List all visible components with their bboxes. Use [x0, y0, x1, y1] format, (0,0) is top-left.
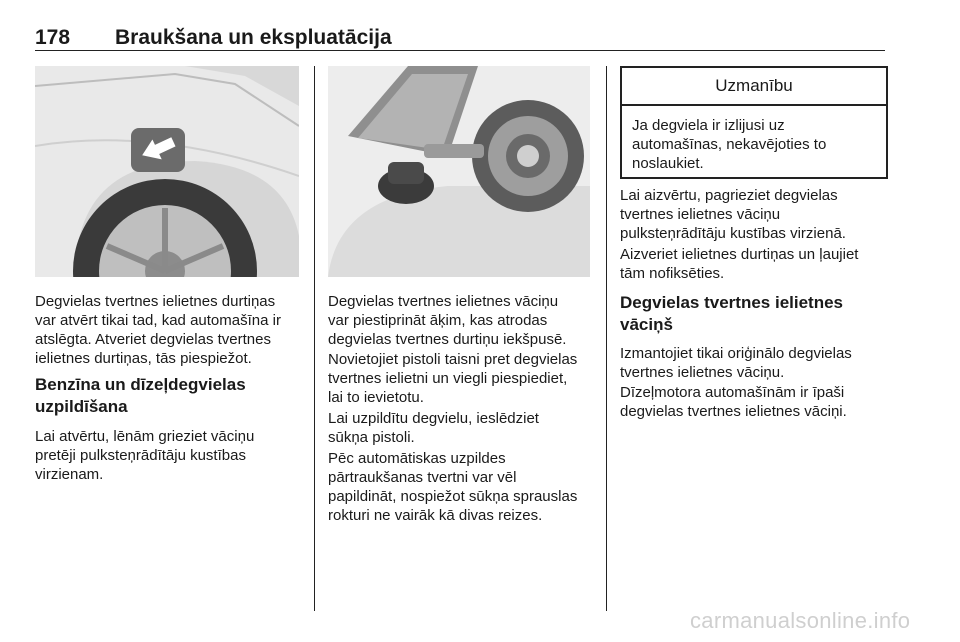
- paragraph-diesel-cap: Dīzeļmotora automašīnām ir īpaši degvielas tvertnes ielietnes vāciņi.: [620, 384, 847, 420]
- subheading-fuel-cap: Degvielas tvertnes ielietnes vāciņš: [620, 293, 844, 334]
- fuel-cap-illustration: [328, 66, 590, 277]
- paragraph-close-cap: Lai aizvērtu, pagrieziet degvielas tvertnes ielietnes vāciņu pulksteņrādītāju kustības virzienā.: [620, 187, 846, 242]
- fuel-door-car-illustration: [35, 66, 299, 277]
- caption-fuel-door: Degvielas tvertnes ielietnes durtiņas var atvērt tikai tad, kad automašīna ir atslēgta. Atveriet degvielas tvertnes ielietnes durtiņas, tās piespiežot.: [35, 293, 281, 367]
- warning-text: Ja degviela ir izlijusi uz automašīnas, nekavējoties to noslaukiet.: [632, 117, 827, 172]
- warning-callout: [620, 66, 888, 179]
- paragraph-start-pump: Lai uzpildītu degvielu, ieslēdziet sūkņa pistoli.: [328, 410, 539, 446]
- column-divider-2: [606, 66, 607, 611]
- page-number: 178: [35, 26, 71, 49]
- warning-title: Uzmanību: [622, 68, 886, 106]
- header-rule: [35, 50, 885, 51]
- paragraph-insert-nozzle: Novietojiet pistoli taisni pret degvielas tvertnes ielietni un viegli piespiediet, lai to ievietotu.: [328, 351, 578, 406]
- page-header: [35, 18, 885, 52]
- paragraph-top-up: Pēc automātiskas uzpildes pārtraukšanas tvertni var vēl papildināt, nospiežot sūkņa sprauslas rokturi ne vairāk kā divas reizes.: [328, 450, 578, 524]
- column-divider-1: [314, 66, 315, 611]
- caption-fuel-cap: Degvielas tvertnes ielietnes vāciņu var piestiprināt āķim, kas atrodas degvielas tvertnes durtiņu iekšpusē.: [328, 293, 567, 348]
- watermark: carmanualsonline.info: [690, 608, 911, 633]
- chapter-title: Braukšana un ekspluatācija: [115, 26, 392, 49]
- paragraph-original-cap: Izmantojiet tikai oriģinālo degvielas tvertnes ielietnes vāciņu.: [620, 345, 852, 381]
- paragraph-close-door: Aizveriet ielietnes durtiņas un ļaujiet tām nofiksēties.: [620, 246, 859, 282]
- paragraph-open-cap: Lai atvērtu, lēnām grieziet vāciņu pretēji pulksteņrādītāju kustības virzienam.: [35, 428, 255, 483]
- subheading-refueling: Benzīna un dīzeļdegvielas uzpildīšana: [35, 375, 246, 416]
